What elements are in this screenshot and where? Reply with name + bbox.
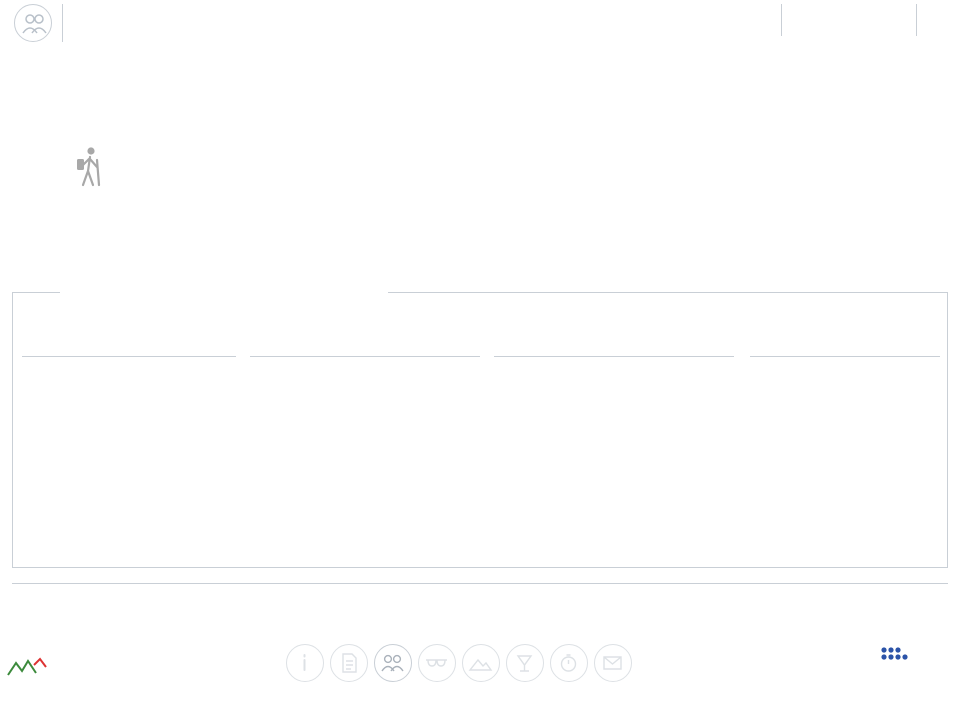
legend-swatch	[256, 444, 264, 452]
frame-top-line	[12, 292, 60, 293]
household-donut-chart	[818, 375, 948, 500]
nav-drink-icon[interactable]	[506, 644, 544, 682]
header-divider	[916, 4, 917, 36]
column-underline	[250, 356, 480, 357]
column-underline	[22, 356, 236, 357]
frame-top-line	[388, 292, 948, 293]
legend-swatch	[256, 421, 264, 429]
legend-swatch	[24, 451, 32, 459]
column-underline	[494, 356, 734, 357]
hiker-icon	[77, 147, 99, 185]
house-family-icon	[862, 421, 904, 458]
header-divider	[62, 4, 63, 42]
legend-swatch	[256, 467, 264, 475]
segment-share-donut	[34, 110, 166, 222]
marital-donut-chart	[625, 375, 755, 500]
legend-swatch	[778, 419, 786, 427]
legend-swatch	[778, 389, 786, 397]
pbs-logo	[862, 644, 936, 700]
birthday-cake-icon	[402, 424, 440, 458]
legend-swatch	[256, 398, 264, 406]
nav-users-icon[interactable]	[374, 644, 412, 682]
nav-document-icon[interactable]	[330, 644, 368, 682]
nav-sunglasses-icon[interactable]	[418, 644, 456, 682]
female-male-icon	[160, 418, 199, 462]
legend-swatch	[778, 479, 786, 487]
legend-swatch	[498, 451, 506, 459]
footnote-divider	[12, 583, 948, 584]
segment-users-icon	[14, 4, 52, 42]
nav-mail-icon[interactable]	[594, 644, 632, 682]
age-donut-chart	[356, 375, 486, 500]
heart-hands-icon	[670, 433, 706, 459]
legend-swatch	[498, 389, 506, 397]
legend-swatch	[498, 482, 506, 490]
pot-logo	[4, 655, 56, 691]
column-underline	[750, 356, 940, 357]
header-divider	[781, 4, 782, 36]
nav-landscape-icon[interactable]	[462, 644, 500, 682]
gender-donut-chart	[115, 375, 245, 500]
nav-info-icon[interactable]	[286, 644, 324, 682]
legend-swatch	[498, 421, 506, 429]
legend-swatch	[778, 449, 786, 457]
nav-stopwatch-icon[interactable]	[550, 644, 588, 682]
legend-swatch	[24, 419, 32, 427]
